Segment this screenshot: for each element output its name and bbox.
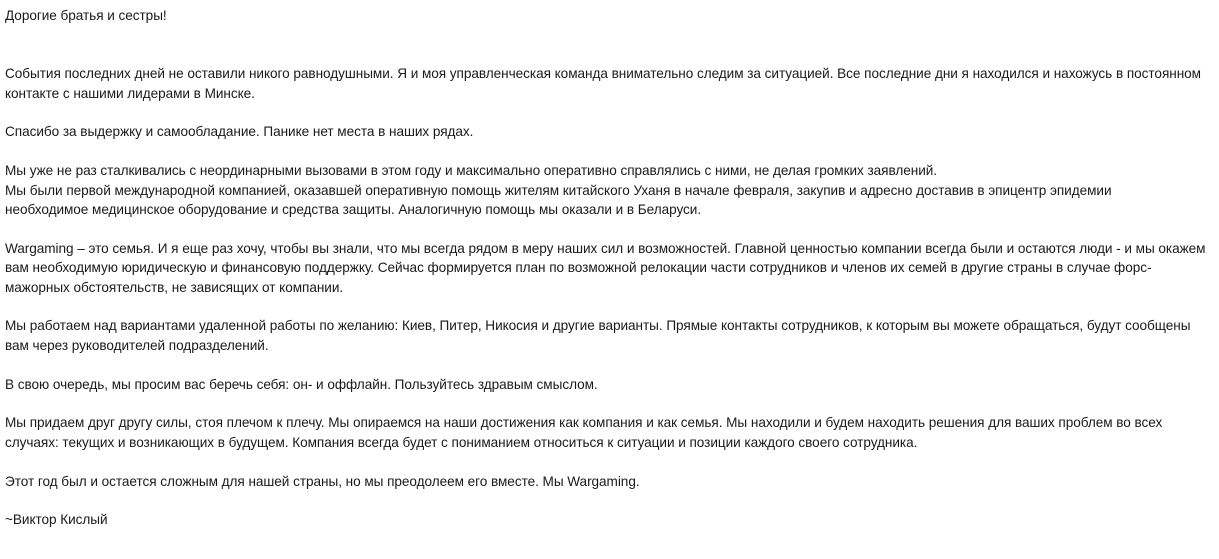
paragraph-line: Wargaming – это семья. И я еще раз хочу, чтобы вы знали, что мы всегда рядом в меру наших сил и возможностей. Главной ценностью компании всегда были и остаются люди - и мы окажем (5, 240, 1206, 256)
paragraph-line: События последних дней не оставили никого равнодушными. Я и моя управленческая команда внимательно следим за ситуацией. Все последние дни я находился и нахожусь в постоянном (5, 66, 1201, 82)
signature: ~Виктор Кислый (5, 512, 108, 528)
paragraph-1 (5, 64, 1204, 103)
paragraph-line: вам необходимую юридическую и финансовую поддержку. Сейчас формируется план по возможной релокации части сотрудников и членов их семей в другие страны в случае форс- (5, 260, 1152, 276)
paragraph-line: контакте с нашими лидерами в Минске. (5, 85, 255, 101)
paragraph-line: Мы уже не раз сталкивались с неординарными вызовами в этом году и максимально оперативно справлялись с ними, не делая громких заявлений. (5, 163, 938, 179)
paragraph-3 (5, 161, 1204, 219)
paragraph-line: необходимое медицинское оборудование и средства защиты. Аналогичную помощь мы оказали и в Беларуси. (5, 202, 702, 218)
paragraph-line: вам через руководителей подразделений. (5, 337, 269, 353)
paragraph-line: Мы были первой международной компанией, оказавшей оперативную помощь жителям китайского Уханя в начале февраля, закупив и адресно доставив в эпицентр эпидемии (5, 182, 1112, 198)
paragraph-line: случаях: текущих и возникающих в будущем. Компания всегда будет с пониманием относиться к ситуации и позиции каждого своего сотрудника. (5, 434, 918, 450)
paragraph-8 (5, 472, 1204, 491)
paragraph-line: Спасибо за выдержку и самообладание. Панике нет места в наших рядах. (5, 124, 474, 140)
paragraph-6 (5, 375, 1204, 394)
paragraph-line: Мы работаем над вариантами удаленной работы по желанию: Киев, Питер, Никосия и другие варианты. Прямые контакты сотрудников, к которым вы можете обращаться, будут сообщены (5, 318, 1191, 334)
paragraph-7 (5, 413, 1204, 452)
salutation: Дорогие братья и сестры! (5, 8, 167, 23)
paragraph-4 (5, 239, 1204, 297)
paragraph-line: мажорных обстоятельств, не зависящих от компании. (5, 279, 344, 295)
paragraph-line: Этот год был и остается сложным для нашей страны, но мы преодолеем его вместе. Мы Wargaming. (5, 473, 640, 489)
paragraph-2 (5, 122, 1204, 141)
paragraph-line: В свою очередь, мы просим вас беречь себя: он- и оффлайн. Пользуйтесь здравым смыслом. (5, 376, 598, 392)
paragraph-5 (5, 316, 1204, 355)
paragraph-line: Мы придаем друг другу силы, стоя плечом к плечу. Мы опираемся на наши достижения как компания и как семья. Мы находили и будем находить решения для ваших проблем во всех (5, 415, 1163, 431)
